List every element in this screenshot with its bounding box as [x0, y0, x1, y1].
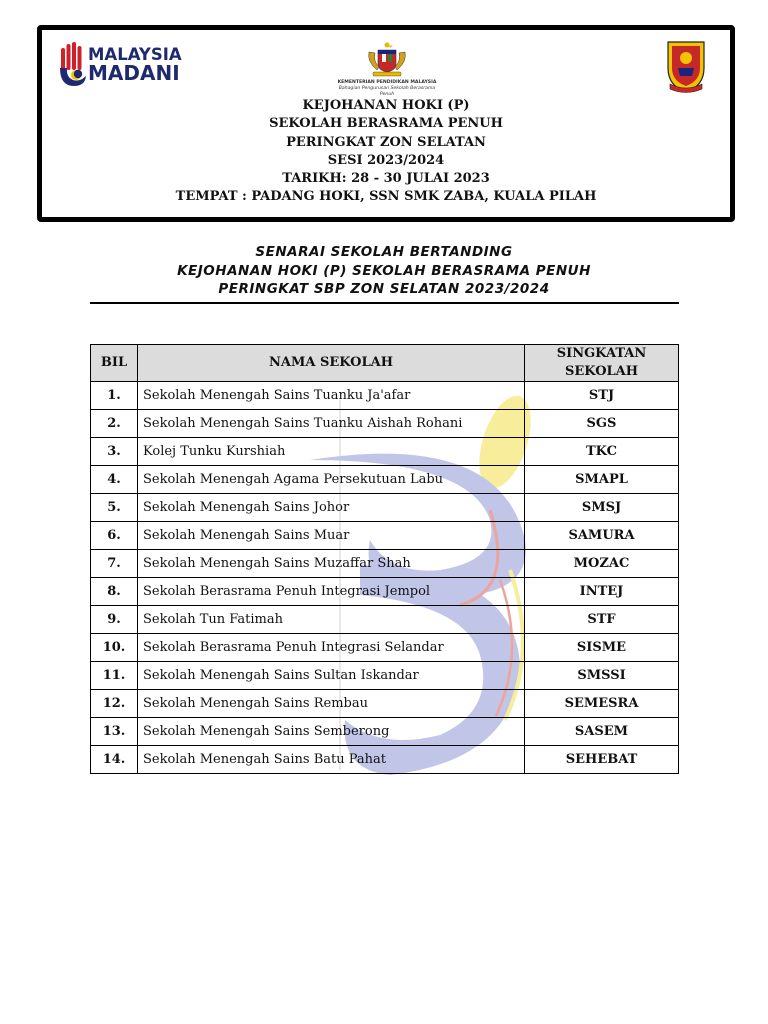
row-bil: 7. [91, 550, 138, 578]
row-bil: 3. [91, 438, 138, 466]
kpm-logo [337, 40, 437, 96]
madani-emblem-icon [58, 42, 88, 88]
row-nama: Kolej Tunku Kurshiah [138, 438, 525, 466]
event-session: SESI 2023/2024 [327, 152, 445, 168]
row-singkatan: SGS [525, 410, 679, 438]
row-singkatan: STJ [525, 382, 679, 410]
table-row [91, 662, 679, 690]
event-title: KEJOHANAN HOKI (P) [302, 98, 470, 113]
title-underline [90, 302, 679, 304]
table-row [91, 746, 679, 774]
col-header-singkatan [525, 345, 679, 382]
row-nama: Sekolah Menengah Agama Persekutuan Labu [138, 466, 525, 494]
event-organizer: SEKOLAH BERASRAMA PENUH [269, 116, 503, 132]
row-singkatan: SMSSI [525, 662, 679, 690]
event-level: PERINGKAT ZON SELATAN [286, 134, 486, 150]
row-singkatan: STF [525, 606, 679, 634]
list-title [90, 243, 678, 299]
row-singkatan: TKC [525, 438, 679, 466]
header-box [37, 25, 735, 222]
schools-table [90, 344, 679, 774]
row-nama: Sekolah Menengah Sains Muar [138, 522, 525, 550]
row-nama: Sekolah Tun Fatimah [138, 606, 525, 634]
coat-of-arms-icon [365, 40, 409, 78]
list-title-line-2: KEJOHANAN HOKI (P) SEKOLAH BERASRAMA PENUH [177, 262, 591, 279]
row-singkatan: SMSJ [525, 494, 679, 522]
col-header-singkatan-line-2: SEKOLAH [564, 364, 639, 379]
table-row [91, 382, 679, 410]
event-venue: TEMPAT : PADANG HOKI, SSN SMK ZABA, KUALA PILAH [175, 189, 597, 205]
school-crest-icon [664, 38, 708, 94]
table-row [91, 690, 679, 718]
row-bil: 13. [91, 718, 138, 746]
table-row [91, 578, 679, 606]
row-bil: 9. [91, 606, 138, 634]
row-singkatan: SAMURA [525, 522, 679, 550]
table-row [91, 718, 679, 746]
table-row [91, 606, 679, 634]
row-nama: Sekolah Menengah Sains Tuanku Aishah Rohani [138, 410, 525, 438]
row-nama: Sekolah Menengah Sains Batu Pahat [138, 746, 525, 774]
row-singkatan: SEHEBAT [525, 746, 679, 774]
kpm-caption [337, 80, 437, 98]
row-singkatan: SEMESRA [525, 690, 679, 718]
row-nama: Sekolah Berasrama Penuh Integrasi Selandar [138, 634, 525, 662]
table-row [91, 522, 679, 550]
row-nama: Sekolah Menengah Sains Muzaffar Shah [138, 550, 525, 578]
table-header-row [91, 345, 679, 382]
row-nama: Sekolah Menengah Sains Sultan Iskandar [138, 662, 525, 690]
madani-line-2: MADANI [88, 61, 180, 85]
table-row [91, 466, 679, 494]
kpm-caption-line-1: KEMENTERIAN PENDIDIKAN MALAYSIA [337, 80, 437, 85]
row-nama: Sekolah Menengah Sains Semberong [138, 718, 525, 746]
list-title-line-3: PERINGKAT SBP ZON SELATAN 2023/2024 [218, 281, 550, 297]
kpm-caption-line-2: Bahagian Pengurusan Sekolah Berasrama Penuh [338, 86, 436, 97]
table-row [91, 410, 679, 438]
row-singkatan: SASEM [525, 718, 679, 746]
col-header-singkatan-line-1: SINGKATAN [556, 346, 647, 361]
row-bil: 10. [91, 634, 138, 662]
row-singkatan: MOZAC [525, 550, 679, 578]
event-date: TARIKH: 28 - 30 JULAI 2023 [282, 171, 490, 187]
table-row [91, 494, 679, 522]
col-header-nama: NAMA SEKOLAH [138, 345, 525, 382]
col-header-bil: BIL [91, 345, 138, 382]
table-row [91, 634, 679, 662]
row-bil: 1. [91, 382, 138, 410]
madani-wordmark [88, 45, 182, 83]
row-singkatan: SMAPL [525, 466, 679, 494]
row-singkatan: INTEJ [525, 578, 679, 606]
row-nama: Sekolah Menengah Sains Rembau [138, 690, 525, 718]
row-nama: Sekolah Menengah Sains Johor [138, 494, 525, 522]
row-singkatan: SISME [525, 634, 679, 662]
row-nama: Sekolah Berasrama Penuh Integrasi Jempol [138, 578, 525, 606]
row-bil: 14. [91, 746, 138, 774]
row-bil: 6. [91, 522, 138, 550]
row-bil: 11. [91, 662, 138, 690]
table-row [91, 550, 679, 578]
list-title-line-1: SENARAI SEKOLAH BERTANDING [255, 244, 513, 260]
table-row [91, 438, 679, 466]
row-bil: 12. [91, 690, 138, 718]
row-nama: Sekolah Menengah Sains Tuanku Ja'afar [138, 382, 525, 410]
malaysia-madani-logo [58, 42, 182, 90]
madani-line-1: MALAYSIA [88, 45, 182, 64]
row-bil: 4. [91, 466, 138, 494]
row-bil: 2. [91, 410, 138, 438]
row-bil: 8. [91, 578, 138, 606]
row-bil: 5. [91, 494, 138, 522]
event-details [42, 97, 730, 207]
